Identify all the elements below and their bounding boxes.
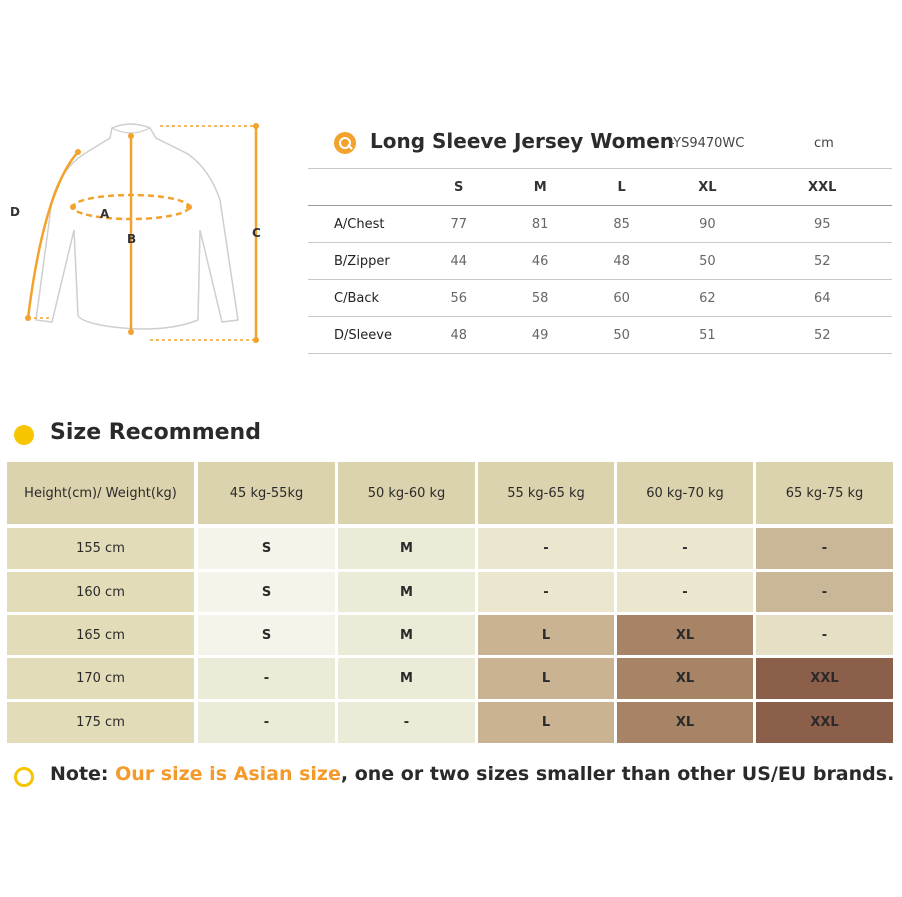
column-header: XXL [752,169,892,206]
cell-value: 51 [662,317,752,354]
table-row [308,280,892,317]
cell-value: 58 [499,280,580,317]
table-row [308,206,892,243]
size-cell: M [338,572,475,612]
size-cell: - [338,702,475,743]
size-chart-header [334,128,894,160]
cell-value: 95 [752,206,892,243]
cell-value: 44 [418,243,499,280]
size-chart-header-row [308,169,892,206]
note-suffix: , one or two sizes smaller than other US/EU brands. [340,763,895,785]
unit-label: cm [814,136,834,151]
height-row-label: 165 cm [7,615,194,655]
size-cell: - [617,528,753,569]
grid-corner-header: Height(cm)/ Weight(kg) [7,462,194,524]
column-header: L [581,169,662,206]
size-cell: L [478,615,614,655]
weight-column-header: 50 kg-60 kg [338,462,475,524]
cell-value: 85 [581,206,662,243]
height-row-label: 170 cm [7,658,194,699]
weight-column-header: 45 kg-55kg [198,462,335,524]
cell-value: 81 [499,206,580,243]
size-cell: XL [617,658,753,699]
size-cell: - [478,572,614,612]
size-cell: S [198,528,335,569]
size-cell: XL [617,702,753,743]
size-cell: XL [617,615,753,655]
cell-value: 48 [581,243,662,280]
jersey-diagram [0,110,290,360]
section-title: Size Recommend [50,420,261,445]
blank-header-cell [308,169,418,206]
label-d: D [10,205,20,219]
cell-value: 50 [662,243,752,280]
size-recommend-grid [7,462,895,746]
size-cell: L [478,658,614,699]
height-row-label: 175 cm [7,702,194,743]
cell-value: 60 [581,280,662,317]
label-c: C [252,226,261,240]
cell-value: 64 [752,280,892,317]
cell-value: 62 [662,280,752,317]
cell-value: 46 [499,243,580,280]
cell-value: 48 [418,317,499,354]
column-header: S [418,169,499,206]
size-cell: - [756,615,893,655]
cell-value: 49 [499,317,580,354]
size-cell: S [198,615,335,655]
size-cell: - [198,702,335,743]
chart-title: Long Sleeve Jersey Women [370,129,675,153]
cell-value: 77 [418,206,499,243]
table-row [308,243,892,280]
bullet-ring-icon [14,767,34,787]
weight-column-header: 65 kg-75 kg [756,462,893,524]
jersey-outline-illustration [0,110,290,360]
size-cell: - [756,572,893,612]
size-cell: - [198,658,335,699]
weight-column-header: 55 kg-65 kg [478,462,614,524]
row-label: D/Sleeve [308,317,418,354]
magnifier-icon [334,132,356,154]
cell-value: 52 [752,243,892,280]
bullet-dot-icon [14,425,34,445]
size-cell: - [478,528,614,569]
weight-column-header: 60 kg-70 kg [617,462,753,524]
cell-value: 52 [752,317,892,354]
size-cell: M [338,528,475,569]
size-cell: M [338,615,475,655]
size-cell: M [338,658,475,699]
cell-value: 56 [418,280,499,317]
size-cell: L [478,702,614,743]
height-row-label: 160 cm [7,572,194,612]
cell-value: 50 [581,317,662,354]
product-code: -YS9470WC [670,136,745,151]
column-header: XL [662,169,752,206]
label-a: A [100,207,110,221]
note-highlight: Our size is Asian size [115,763,341,785]
row-label: A/Chest [308,206,418,243]
column-header: M [499,169,580,206]
size-cell: S [198,572,335,612]
cell-value: 90 [662,206,752,243]
row-label: C/Back [308,280,418,317]
size-cell: XXL [756,702,893,743]
note-prefix: Note: [50,763,116,785]
note-text [50,763,894,785]
size-cell: XXL [756,658,893,699]
row-label: B/Zipper [308,243,418,280]
size-cell: - [756,528,893,569]
label-b: B [127,232,137,246]
size-cell: - [617,572,753,612]
table-row [308,317,892,354]
height-row-label: 155 cm [7,528,194,569]
size-chart-table [308,168,892,354]
